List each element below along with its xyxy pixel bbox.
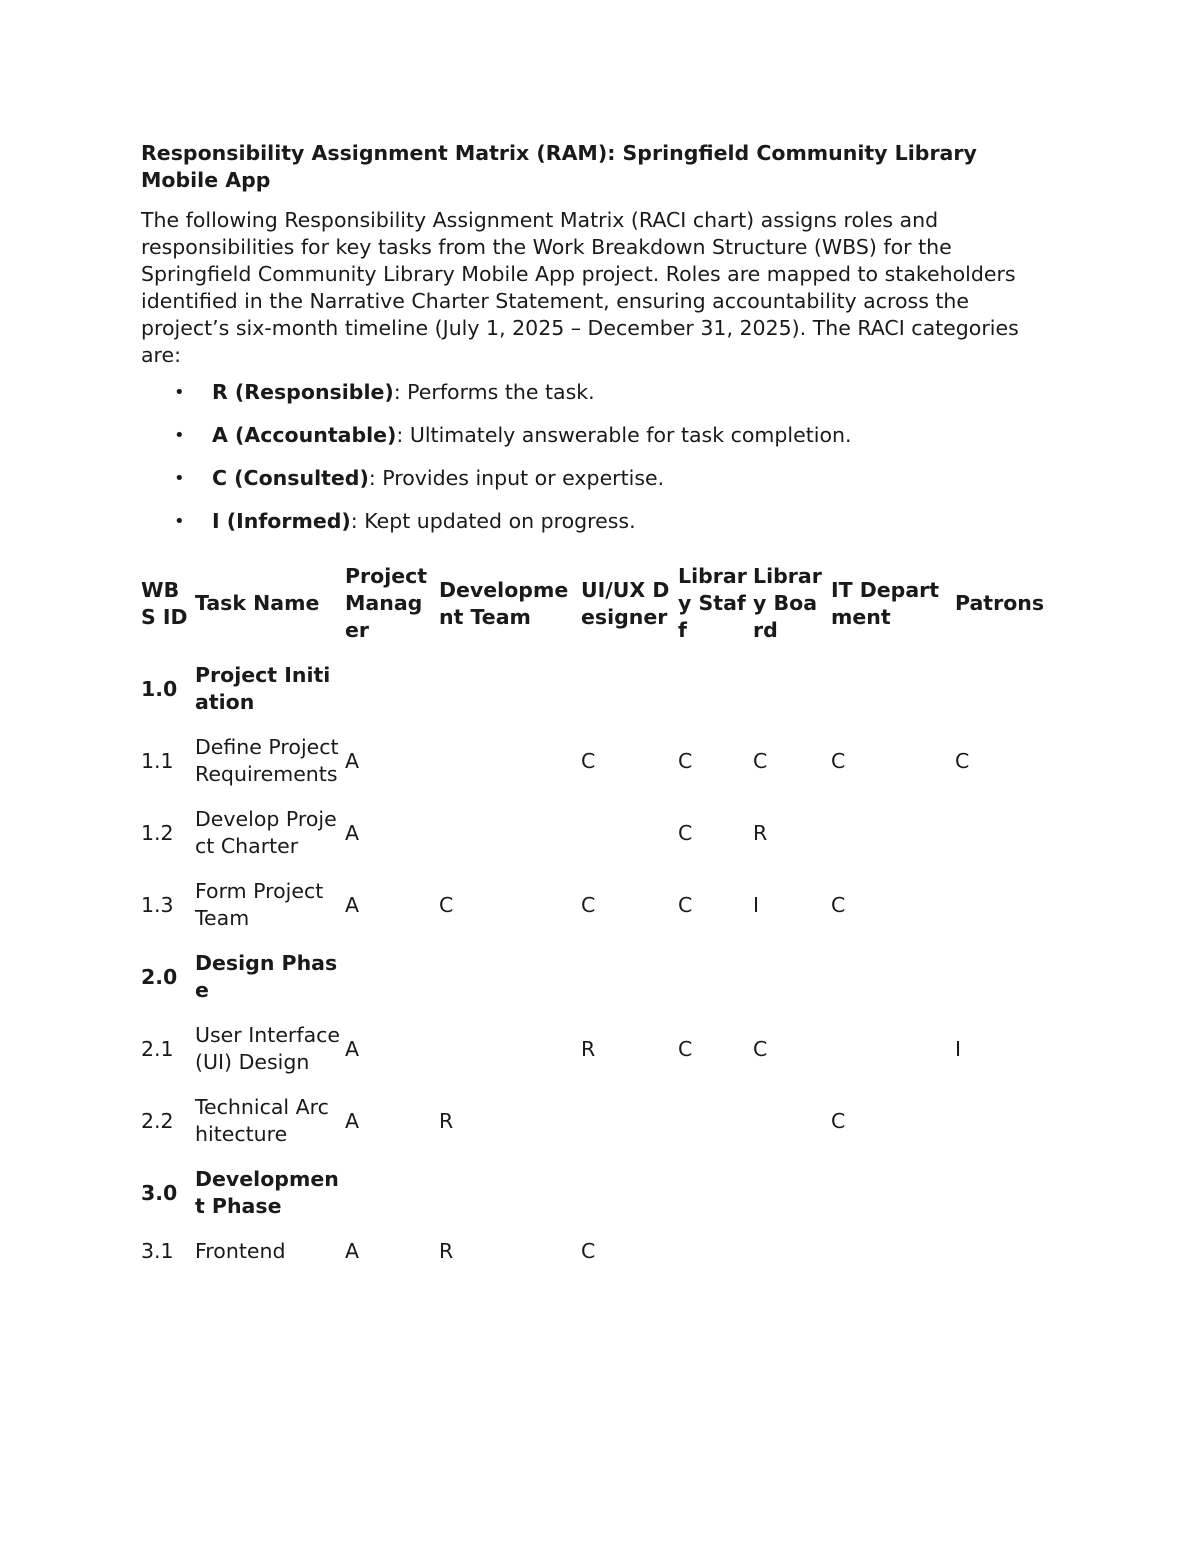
legend-term: A (Accountable): [212, 423, 397, 447]
task-name-cell: Develop Project Charter: [195, 807, 337, 858]
ui-ux-designer-cell: R: [581, 1036, 596, 1061]
legend-term: R (Responsible): [212, 380, 394, 404]
header-development-team: Development Team: [439, 577, 569, 629]
library-staff-cell: [676, 653, 751, 725]
bullet-icon: •: [174, 511, 185, 532]
task-name-cell: Project Initiation: [195, 663, 331, 714]
it-department-cell: [829, 1157, 953, 1229]
it-department-cell: [829, 653, 953, 725]
wbs-id-cell: 3.0: [141, 1180, 178, 1205]
wbs-id-cell: 1.2: [141, 820, 174, 845]
bullet-icon: •: [174, 425, 185, 446]
project-manager-cell: A: [345, 1108, 360, 1133]
bullet-icon: •: [174, 382, 185, 403]
patrons-cell: [953, 1157, 1051, 1229]
library-board-cell: I: [753, 892, 760, 917]
library-board-cell: C: [753, 1036, 768, 1061]
raci-table: [139, 554, 1051, 1274]
legend-desc: : Kept updated on progress.: [350, 509, 636, 533]
patrons-cell: I: [955, 1036, 962, 1061]
patrons-cell: [953, 869, 1051, 941]
wbs-id-cell: 3.1: [141, 1239, 174, 1263]
library-board-cell: [751, 1229, 829, 1274]
library-board-cell: [751, 941, 829, 1013]
task-row: [139, 1085, 1051, 1157]
patrons-cell: [953, 1229, 1051, 1274]
legend-term: C (Consulted): [212, 466, 369, 490]
it-department-cell: C: [831, 748, 846, 773]
header-task-name: Task Name: [195, 591, 320, 615]
development-team-cell: R: [439, 1239, 454, 1263]
project-manager-cell: [343, 1157, 437, 1229]
task-row: [139, 869, 1051, 941]
wbs-id-cell: 2.0: [141, 964, 178, 989]
development-team-cell: [437, 941, 579, 1013]
table-body: [139, 653, 1051, 1274]
phase-row: [139, 653, 1051, 725]
development-team-cell: [437, 653, 579, 725]
legend-item-consulted: [141, 465, 1061, 508]
header-wbs-id: WBS ID: [141, 577, 188, 629]
library-staff-cell: [676, 941, 751, 1013]
phase-row: [139, 941, 1051, 1013]
patrons-cell: [953, 941, 1051, 1013]
library-staff-cell: C: [678, 748, 693, 773]
legend-item-informed: [141, 508, 1061, 551]
task-name-cell: Design Phase: [195, 951, 338, 1002]
phase-row: [139, 1157, 1051, 1229]
development-team-cell: [437, 725, 579, 797]
task-name-cell: Define Project Requirements: [195, 735, 339, 786]
legend-item-accountable: [141, 422, 1061, 465]
library-board-cell: [751, 1157, 829, 1229]
header-library-board: Library Board: [753, 564, 822, 642]
library-staff-cell: C: [678, 1036, 693, 1061]
legend-desc: : Ultimately answerable for task completion.: [396, 423, 852, 447]
it-department-cell: C: [831, 1108, 846, 1133]
patrons-cell: C: [955, 748, 970, 773]
legend-term: I (Informed): [212, 509, 351, 533]
wbs-id-cell: 1.1: [141, 748, 174, 773]
library-board-cell: C: [753, 748, 768, 773]
development-team-cell: R: [439, 1108, 454, 1133]
task-name-cell: Development Phase: [195, 1167, 339, 1218]
task-name-cell: User Interface (UI) Design: [195, 1023, 341, 1074]
ui-ux-designer-cell: [579, 1085, 676, 1157]
header-project-manager: Project Manager: [345, 564, 428, 642]
project-manager-cell: A: [345, 1036, 360, 1061]
wbs-id-cell: 1.3: [141, 892, 174, 917]
task-row: [139, 1013, 1051, 1085]
development-team-cell: [437, 797, 579, 869]
task-name-cell: Technical Architecture: [195, 1095, 329, 1146]
library-staff-cell: C: [678, 892, 693, 917]
ui-ux-designer-cell: C: [581, 748, 596, 773]
wbs-id-cell: 2.2: [141, 1108, 174, 1133]
legend-desc: : Performs the task.: [393, 380, 595, 404]
ui-ux-designer-cell: C: [581, 1239, 596, 1263]
document-body: [141, 140, 1061, 1274]
document-title: Responsibility Assignment Matrix (RAM): Springfield Community Library Mobile App: [141, 141, 977, 192]
header-it-department: IT Department: [831, 577, 940, 629]
ui-ux-designer-cell: [579, 797, 676, 869]
development-team-cell: [437, 1013, 579, 1085]
library-staff-cell: C: [678, 820, 693, 845]
header-ui-ux-designer: UI/UX Designer: [581, 577, 670, 629]
project-manager-cell: [343, 941, 437, 1013]
task-row: [139, 1229, 1051, 1274]
it-department-cell: [829, 797, 953, 869]
patrons-cell: [953, 1085, 1051, 1157]
ui-ux-designer-cell: C: [581, 892, 596, 917]
table-header-row: [139, 554, 1051, 653]
project-manager-cell: [343, 653, 437, 725]
it-department-cell: [829, 941, 953, 1013]
library-board-cell: R: [753, 820, 768, 845]
development-team-cell: C: [439, 892, 454, 917]
library-staff-cell: [676, 1229, 751, 1274]
task-name-cell: Form Project Team: [195, 879, 324, 930]
ui-ux-designer-cell: [579, 1157, 676, 1229]
it-department-cell: [829, 1229, 953, 1274]
ui-ux-designer-cell: [579, 653, 676, 725]
project-manager-cell: A: [345, 892, 360, 917]
header-patrons: Patrons: [955, 591, 1045, 615]
development-team-cell: [437, 1157, 579, 1229]
it-department-cell: [829, 1013, 953, 1085]
project-manager-cell: A: [345, 1239, 360, 1263]
task-row: [139, 725, 1051, 797]
ui-ux-designer-cell: [579, 941, 676, 1013]
library-staff-cell: [676, 1157, 751, 1229]
library-staff-cell: [676, 1085, 751, 1157]
legend-desc: : Provides input or expertise.: [368, 466, 665, 490]
patrons-cell: [953, 797, 1051, 869]
raci-legend: [141, 379, 1061, 551]
library-board-cell: [751, 653, 829, 725]
intro-paragraph: The following Responsibility Assignment Matrix (RACI chart) assigns roles and responsibilities for key tasks from the Work Breakdown Structure (WBS) for the Springfield Community Library Mobile App project. Roles are mapped to stakeholders identified in the Narrative Charter Statement, ensuring accountability across the project’s six-month timeline (July 1, 2025 – December 31, 2025). The RACI categories are:: [141, 208, 1019, 367]
patrons-cell: [953, 653, 1051, 725]
project-manager-cell: A: [345, 820, 360, 845]
legend-item-responsible: [141, 379, 1061, 422]
library-board-cell: [751, 1085, 829, 1157]
header-library-staff: Library Staff: [678, 564, 747, 642]
project-manager-cell: A: [345, 748, 360, 773]
it-department-cell: C: [831, 892, 846, 917]
bullet-icon: •: [174, 468, 185, 489]
task-name-cell: Frontend: [195, 1239, 286, 1263]
wbs-id-cell: 1.0: [141, 676, 178, 701]
task-row: [139, 797, 1051, 869]
wbs-id-cell: 2.1: [141, 1036, 174, 1061]
